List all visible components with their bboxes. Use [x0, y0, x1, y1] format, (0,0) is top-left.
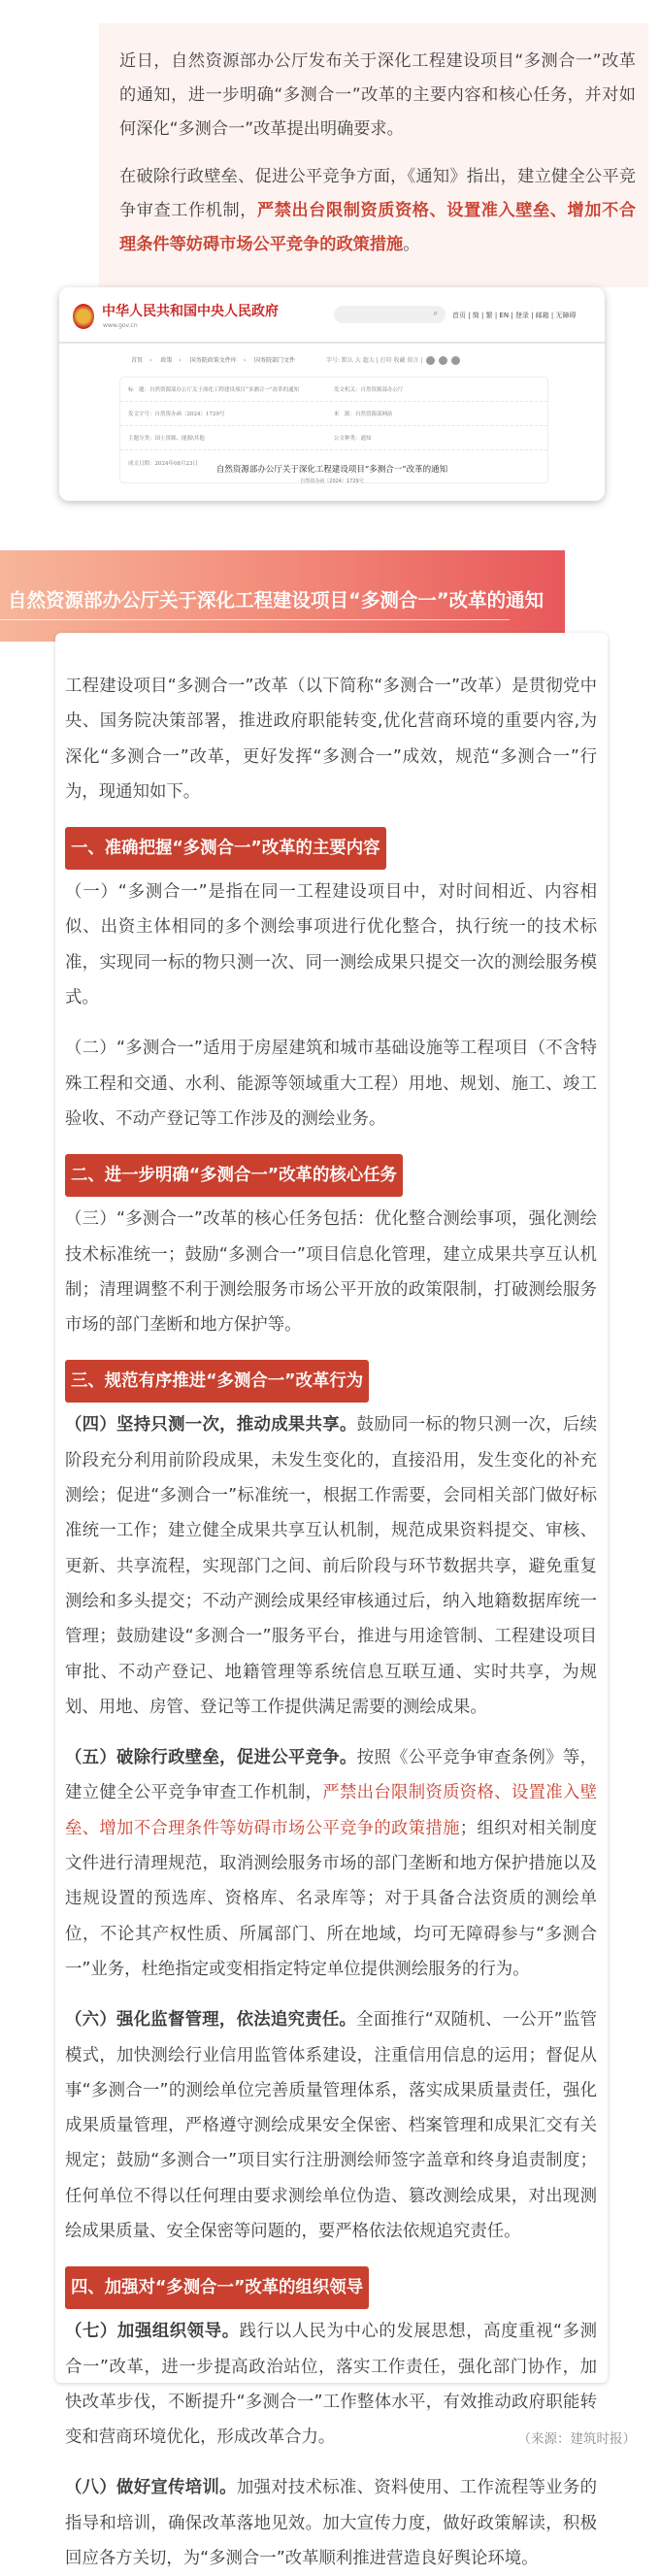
- intro-paragraph-1: 近日，自然资源部办公厅发布关于深化工程建设项目“多测合一”改革的通知，进一步明确“多测合一”改革的主要内容和核心任务，并对如何深化“多测合一”改革提出明确要求。: [119, 51, 636, 139]
- section-heading: 二、进一步明确“多测合一”改革的核心任务: [65, 1154, 403, 1197]
- search-box: [334, 306, 446, 323]
- paragraph: （三）“多测合一”改革的核心任务包括：优化整合测绘事项，强化测绘技术标准统一；鼓励“多测合一”项目信息化管理，建立成果共享互认机制；清理调整不利于测绘服务市场公平开放的政策限制，打破测绘服务市场的部门垄断和地方保护等。: [65, 1209, 597, 1336]
- highlight-text: 严禁出台限制资质资格、设置准入壁垒、增加不合理条件等妨碍市场公平竞争的政策措施: [119, 201, 636, 254]
- paragraph: [65, 1407, 597, 1725]
- paragraph: （一）“多测合一”是指在同一工程建设项目中，对时间相近、内容相似、出资主体相同的多个测绘事项进行优化整合，执行统一的技术标准，实现同一标的物只测一次、同一测绘成果只提交一次的测绘服务模式。: [65, 882, 597, 1008]
- text: ；组织对相关制度文件进行清理规范，取消测绘服务市场的部门垄断和地方保护措施以及违规设置的预选库、资格库、名录库等；对于具备合法资质的测绘单位，不论其产权性质、所属部门、所在地域，均可无障碍参与“多测合一”业务，杜绝指定或变相指定特定单位提供测绘服务的行为。: [65, 1818, 597, 1979]
- share-icon: [426, 356, 435, 365]
- search-icon: ⌕: [433, 309, 438, 317]
- site-header: [59, 287, 605, 344]
- wechat-icon: [439, 356, 447, 365]
- text: 按照《公平竞争审查条例》等，建立健全公平竞争审查工作机制，: [65, 1748, 597, 1803]
- paragraph: [65, 1740, 597, 1987]
- meta-cell: 公文种类：通知: [334, 436, 372, 442]
- intro-box: [99, 23, 648, 287]
- meta-cell: 发文字号：自然资办函〔2024〕1729号: [128, 412, 225, 417]
- paragraph: [65, 2470, 597, 2576]
- gov-website-screenshot: [59, 287, 605, 501]
- text: 践行以人民为中心的发展思想，高度重视“多测合一”改革，进一步提高政治站位，落实工作责任，强化部门协作，加快改革步伐，不断提升“多测合一”工作整体水平，有效推动政府职能转变和营商环境优化，形成改革合力。: [65, 2322, 597, 2448]
- document-number: 自然资办函〔2024〕1729号: [300, 479, 364, 484]
- document-title: 自然资源部办公厅关于深化工程建设项目“多测合一”改革的通知: [215, 465, 448, 475]
- site-nav: 首页 | 简 | 繁 | EN | 登录 | 邮箱 | 无障碍: [452, 312, 577, 319]
- paragraph-lead: （六）强化监督管理，依法追究责任。: [65, 2010, 357, 2031]
- meta-cell: 发文机关：自然资源部办公厅: [334, 387, 404, 393]
- banner-title: 自然资源部办公厅关于深化工程建设项目“多测合一”改革的通知: [8, 589, 544, 611]
- site-title: 中华人民共和国中央人民政府: [102, 304, 279, 319]
- banner-divider: [0, 619, 510, 620]
- text: 全面推行“双随机、一公开”监管模式，加快测绘行业信用监管体系建设，注重信用信息的运用；督促从事“多测合一”的测绘单位完善质量管理体系，落实成果质量责任，强化成果质量管理，严格遵守测绘成果安全保密、档案管理和成果汇交有关规定；鼓励“多测合一”项目实行注册测绘师签字盖章和终身追责制度；任何单位不得以任何理由要求测绘单位伪造、篡改测绘成果，对出现测绘成果质量、安全保密等问题的，要严格依法依规追究责任。: [65, 2010, 597, 2241]
- paragraph-lead: （七）加强组织领导。: [65, 2322, 240, 2342]
- national-emblem-icon: [73, 304, 94, 329]
- text: 加强对技术标准、资料使用、工作流程等业务的指导和培训，确保改革落地见效。加大宣传力度，做好政策解读，积极回应各方关切，为“多测合一”改革顺利推进营造良好舆论环境。: [65, 2478, 597, 2569]
- meta-cell: 标 题：自然资源部办公厅关于深化工程建设项目“多测合一”改革的通知: [128, 387, 300, 393]
- highlight-text: 严禁出台限制资质资格、设置准入壁垒、增加不合理条件等妨碍市场公平竞争的政策措施: [65, 1783, 597, 1838]
- source-credit: （来源：建筑时报）: [517, 2431, 636, 2447]
- breadcrumb-item: 首页: [131, 357, 144, 364]
- section-heading: 四、加强对“多测合一”改革的组织领导: [65, 2266, 369, 2309]
- breadcrumb-item: 政策: [160, 357, 173, 364]
- breadcrumb: 首页 › 政策 › 国务院政策文件库 › 国务院部门文件: [131, 357, 296, 364]
- paragraph: [65, 2002, 597, 2249]
- weibo-icon: [451, 356, 460, 365]
- section-heading: 三、规范有序推进“多测合一”改革行为: [65, 1360, 369, 1403]
- paragraph-lead: （八）做好宣传培训。: [65, 2478, 237, 2498]
- meta-cell: 成文日期：2024年08月23日: [128, 460, 198, 467]
- meta-cell: 主题分类：国土资源、能源\其他: [128, 436, 205, 442]
- paragraph-lead: （五）破除行政壁垒，促进公平竞争。: [65, 1748, 357, 1768]
- tools-text: 字号: 默认 大 超大 | 打印 收藏 留言 |: [326, 357, 423, 364]
- meta-cell: 来 源：自然资源部网站: [334, 412, 393, 417]
- text: 。: [403, 235, 420, 254]
- paragraph-lead: （四）坚持只测一次，推动成果共享。: [65, 1415, 357, 1436]
- paragraph: （二）“多测合一”适用于房屋建筑和城市基础设施等工程项目（不含特殊工程和交通、水利、能源等领域重大工程）用地、规划、施工、竣工验收、不动产登记等工作涉及的测绘业务。: [65, 1039, 597, 1129]
- text: 鼓励同一标的物只测一次，后续阶段充分利用前阶段成果，未发生变化的，直接沿用，发生变化的补充测绘；促进“多测合一”标准统一，根据工作需要，会同相关部门做好标准统一工作；建立健全成果共享互认机制，规范成果资料提交、审核、更新、共享流程，实现部门之间、前后阶段与环节数据共享，避免重复测绘和多头提交；不动产测绘成果经审核通过后，纳入地籍数据库统一管理；鼓励建设“多测合一”服务平台，推进与用途管制、工程建设项目审批、不动产登记、地籍管理等系统信息互联互通、实时共享，为规划、用地、房管、登记等工作提供满足需要的测绘成果。: [65, 1415, 597, 1717]
- text: 在破除行政壁垒、促进公平竞争方面，《通知》指出，建立健全公平竞争审查工作机制，: [119, 167, 636, 220]
- paragraph: 工程建设项目“多测合一”改革（以下简称“多测合一”改革）是贯彻党中央、国务院决策部署，推进政府职能转变,优化营商环境的重要内容,为深化“多测合一”改革，更好发挥“多测合一”成效，规范“多测合一”行为，现通知如下。: [65, 677, 597, 802]
- site-url: www.gov.cn: [103, 322, 138, 329]
- intro-paragraph-2: [119, 160, 636, 262]
- breadcrumb-item: 国务院政策文件库: [189, 357, 237, 364]
- section-banner: [0, 550, 565, 642]
- breadcrumb-item: 国务院部门文件: [254, 357, 296, 364]
- section-heading: 一、准确把握“多测合一”改革的主要内容: [65, 827, 386, 870]
- page-tools: [326, 355, 460, 365]
